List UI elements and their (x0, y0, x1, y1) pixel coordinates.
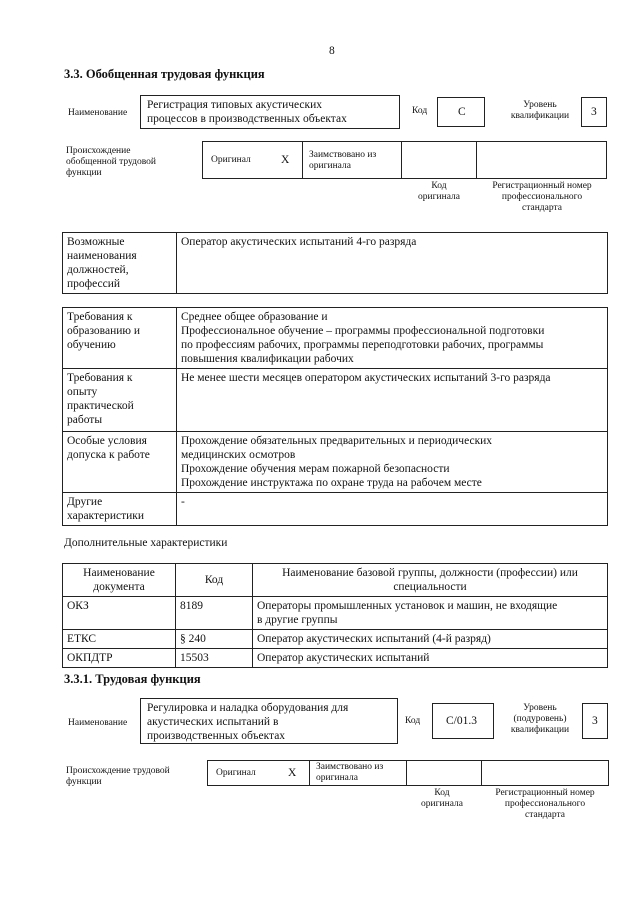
header-name: Наименование базовой группы, должности (профессии) или специальности (253, 564, 608, 597)
table-row (63, 308, 608, 369)
name-cell: Оператор акустических испытаний (253, 649, 608, 668)
page-number: 8 (329, 45, 335, 57)
additional-table (62, 563, 608, 668)
name-value-line: Регистрация типовых акустических (147, 99, 323, 111)
code-value-box (437, 97, 485, 127)
code-cell: § 240 (176, 630, 253, 649)
subsection-heading: 3.3.1. Трудовая функция (64, 672, 201, 686)
doc-cell: ОКЗ (63, 597, 176, 630)
level-value: 3 (592, 715, 598, 727)
name-value-line: производственных объектах (147, 730, 286, 742)
requirement-value: Не менее шести месяцев оператором акустических испытаний 3-го разряда (177, 369, 608, 432)
origin-code-caption: Код оригинала (418, 181, 460, 202)
requirement-value: Прохождение обязательных предварительных и периодических медицинских осмотров Прохождение обучения мерам пожарной безопасности Прохождение инструктажа по охране труда на рабочем месте (177, 432, 608, 493)
origin-box (207, 760, 609, 786)
name-label: Наименование (68, 108, 128, 118)
name-value-line: акустических испытаний в (147, 716, 279, 728)
borrowed-label: Заимствовано из оригинала (316, 762, 384, 783)
requirement-label: Особые условия допуска к работе (63, 432, 177, 493)
requirement-value: - (177, 493, 608, 526)
original-label: Оригинал (216, 768, 256, 778)
reg-number-caption: Регистрационный номер профессионального стандарта (492, 181, 592, 213)
name-value-line: Регулировка и наладка оборудования для (147, 702, 349, 714)
positions-label: Возможные наименования должностей, профессий (63, 233, 177, 294)
doc-cell: ОКПДТР (63, 649, 176, 668)
code-cell: 15503 (176, 649, 253, 668)
original-mark: X (281, 154, 290, 166)
table-row (63, 369, 608, 432)
table-header-row (63, 564, 608, 597)
header-code: Код (176, 564, 253, 597)
table-row (63, 493, 608, 526)
name-cell: Оператор акустических испытаний (4-й разряд) (253, 630, 608, 649)
level-value-box (581, 97, 607, 127)
level-value: 3 (591, 106, 597, 118)
code-value: C/01.3 (446, 715, 477, 727)
level-value-box (582, 703, 608, 739)
table-row (63, 649, 608, 668)
code-cell: 8189 (176, 597, 253, 630)
table-row (63, 432, 608, 493)
name-value-box (140, 95, 400, 129)
borrowed-label: Заимствовано из оригинала (309, 150, 377, 171)
doc-cell: ЕТКС (63, 630, 176, 649)
name-value-box (140, 698, 398, 744)
code-value-box (432, 703, 494, 739)
name-value-line: процессов в производственных объектах (147, 113, 347, 125)
code-value: C (458, 106, 466, 118)
requirement-label: Требования к образованию и обучению (63, 308, 177, 369)
original-label: Оригинал (211, 155, 251, 165)
requirement-value: Среднее общее образование и Профессиональное обучение – программы профессиональной подготовки по профессиям рабочих, программы переподготовки рабочих, программы повышения квалификации рабочих (177, 308, 608, 369)
section-heading: 3.3. Обобщенная трудовая функция (64, 67, 265, 81)
level-label: Уровень (подуровень) квалификации (510, 703, 570, 735)
level-label: Уровень квалификации (510, 100, 570, 121)
table-row (63, 630, 608, 649)
requirement-label: Требования к опыту практической работы (63, 369, 177, 432)
requirement-label: Другие характеристики (63, 493, 177, 526)
origin-label: Происхождение трудовой функции (66, 766, 170, 787)
additional-heading: Дополнительные характеристики (64, 537, 228, 549)
header-document: Наименование документа (63, 564, 176, 597)
origin-code-caption: Код оригинала (421, 788, 463, 809)
positions-table (62, 232, 608, 294)
positions-value: Оператор акустических испытаний 4-го разряда (177, 233, 608, 294)
original-mark: X (288, 767, 297, 779)
code-label: Код (412, 106, 428, 116)
origin-box (202, 141, 607, 179)
name-cell: Операторы промышленных установок и машин, не входящие в другие группы (253, 597, 608, 630)
requirements-table (62, 307, 608, 526)
reg-number-caption: Регистрационный номер профессионального стандарта (495, 788, 595, 820)
origin-label: Происхождение обобщенной трудовой функции (66, 146, 156, 178)
name-label: Наименование (68, 718, 128, 728)
table-row (63, 597, 608, 630)
code-label: Код (405, 716, 421, 726)
